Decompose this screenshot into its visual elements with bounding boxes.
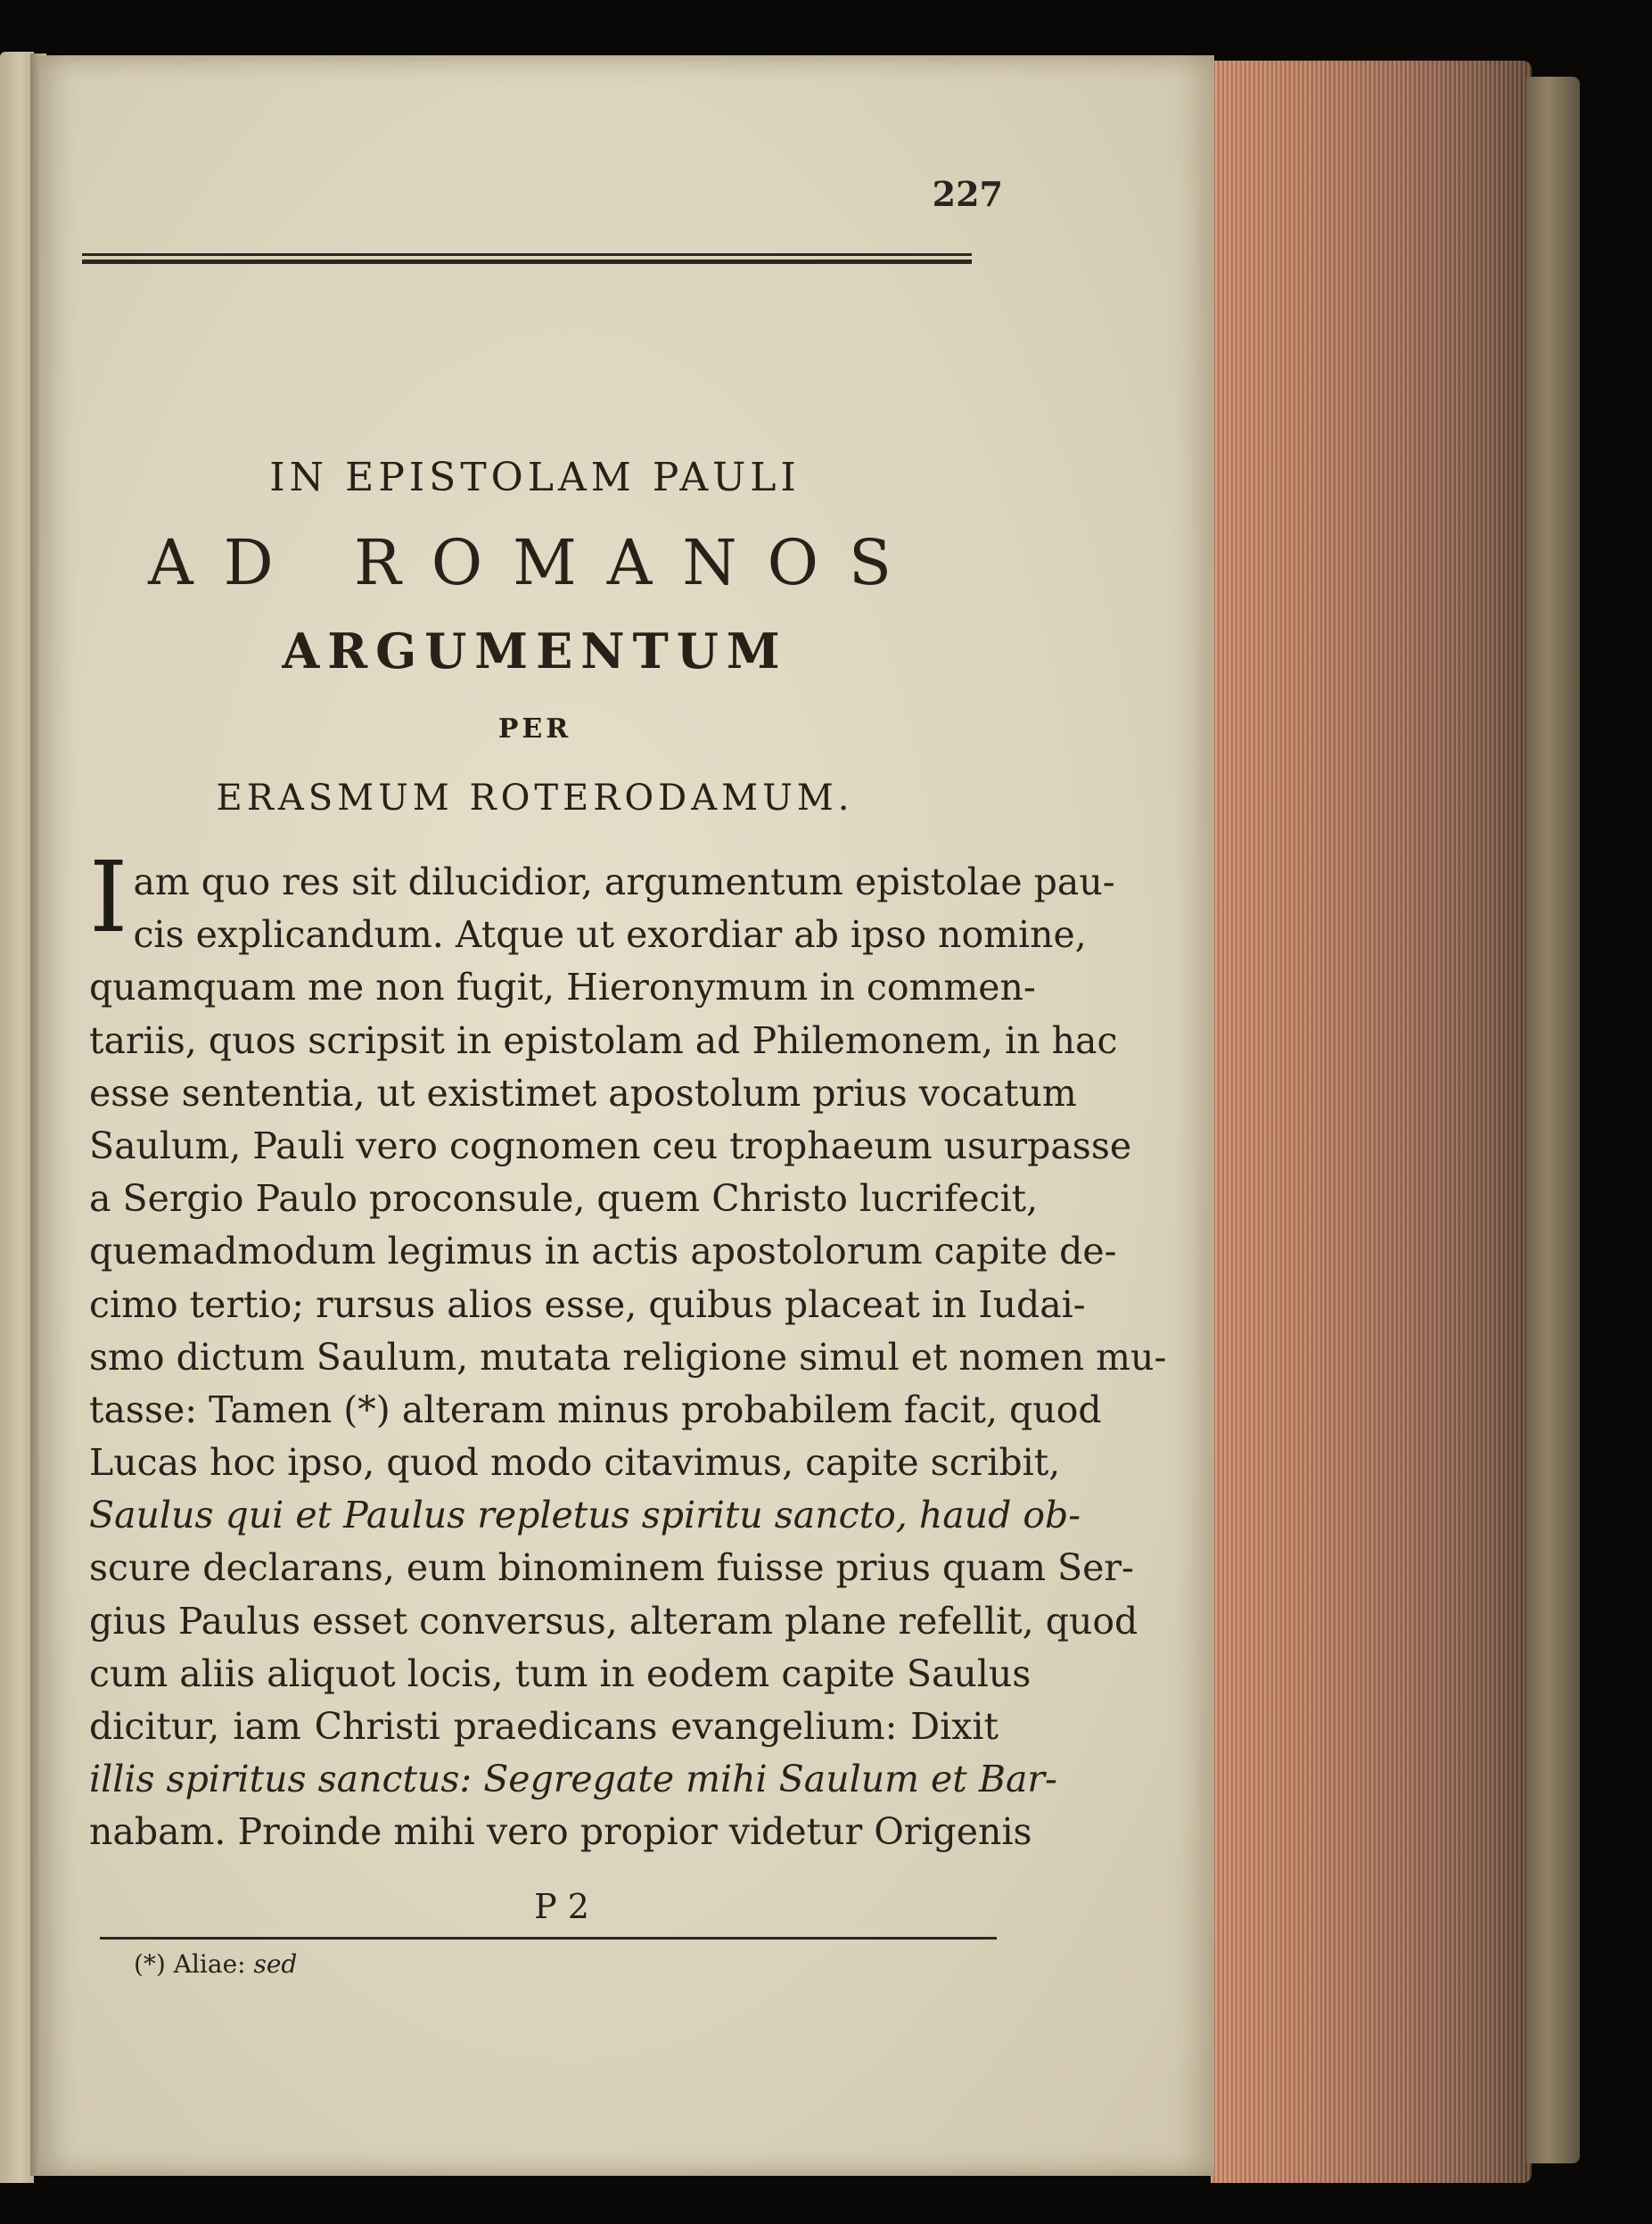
footnote-mark: (*) Aliae: bbox=[134, 1949, 246, 1979]
text-line: quemadmodum legimus in actis apostolorum capite de- bbox=[89, 1230, 1117, 1273]
text-line: gius Paulus esset conversus, alteram plane refellit, quod bbox=[89, 1599, 1138, 1643]
text-line: Saulum, Pauli vero cognomen ceu trophaeum usurpasse bbox=[89, 1124, 1132, 1167]
footnote bbox=[134, 1949, 669, 1979]
text-line: Lucas hoc ipso, quod modo citavimus, capite scribit, bbox=[89, 1441, 1061, 1485]
text-line: quamquam me non fugit, Hieronymum in commen- bbox=[89, 966, 1036, 1009]
text-line: tasse: Tamen (*) alteram minus probabilem facit, quod bbox=[89, 1388, 1102, 1431]
title-line-5: ERASMUM ROTERODAMUM. bbox=[216, 778, 854, 819]
text-line: scure declarans, eum binominem fuisse prius quam Ser- bbox=[89, 1546, 1134, 1590]
text-line: esse sententia, ut existimet apostolum prius vocatum bbox=[89, 1071, 1077, 1115]
drop-cap: I bbox=[89, 840, 128, 954]
title-line-2: AD ROMANOS bbox=[148, 526, 922, 599]
page-block-edge bbox=[1211, 61, 1532, 2183]
cover-edge bbox=[1526, 77, 1580, 2163]
title-line-3: ARGUMENTUM bbox=[282, 622, 788, 680]
title-line-1: IN EPISTOLAM PAULI bbox=[269, 455, 801, 500]
page-number: 227 bbox=[932, 174, 1003, 214]
text-line: smo dictum Saulum, mutata religione simul et nomen mu- bbox=[89, 1335, 1167, 1379]
text-line-italic: illis spiritus sanctus: Segregate mihi Saulum et Bar- bbox=[89, 1758, 1057, 1801]
text-line: cimo tertio; rursus alios esse, quibus placeat in Iudai- bbox=[89, 1282, 1086, 1326]
header-rule bbox=[82, 253, 972, 264]
footnote-text: sed bbox=[253, 1949, 298, 1979]
text-line: am quo res sit dilucidior, argumentum epistolae pau- bbox=[133, 861, 1115, 903]
facing-page-edge bbox=[0, 52, 34, 2183]
text-line-italic: Saulus qui et Paulus repletus spiritu sancto, haud ob- bbox=[89, 1494, 1081, 1537]
text-line: a Sergio Paulo proconsule, quem Christo lucrifecit, bbox=[89, 1177, 1039, 1221]
signature-mark: P 2 bbox=[534, 1887, 589, 1926]
body-text bbox=[89, 840, 1167, 1859]
text-line: tariis, quos scripsit in epistolam ad Philemonem, in hac bbox=[89, 1018, 1118, 1062]
text-line: nabam. Proinde mihi vero propior videtur Origenis bbox=[89, 1810, 1032, 1854]
footnote-rule bbox=[100, 1937, 997, 1940]
text-line: dicitur, iam Christi praedicans evangelium: Dixit bbox=[89, 1705, 999, 1748]
text-line: cum aliis aliquot locis, tum in eodem capite Saulus bbox=[89, 1652, 1031, 1695]
title-line-4: PER bbox=[497, 713, 572, 745]
text-line: cis explicandum. Atque ut exordiar ab ipso nomine, bbox=[133, 913, 1087, 957]
